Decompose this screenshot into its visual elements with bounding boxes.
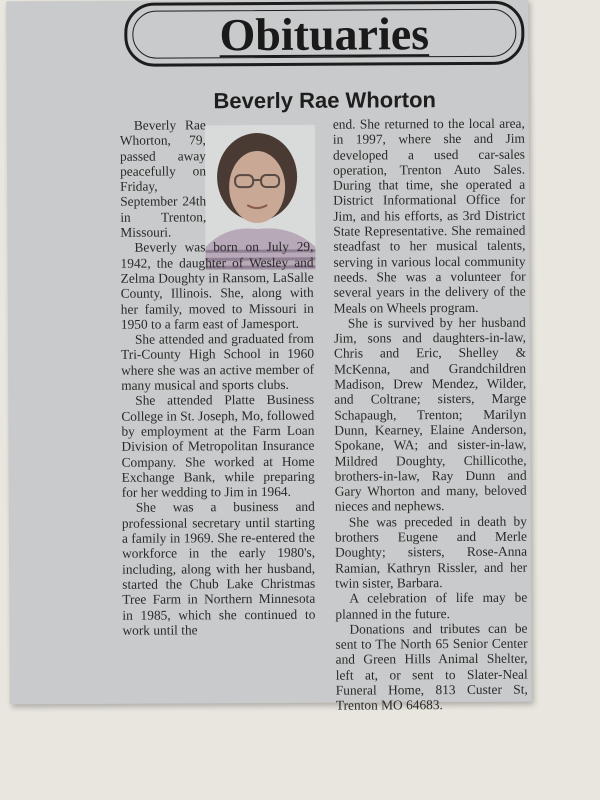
section-title: Obituaries: [219, 7, 430, 60]
paragraph: She attended Platte Business College in St. Joseph, Mo, followed by employment at the Farm Loan Division of Metropolitan Insurance Company. She worked at Home Exchange Bank, while preparing for her wedding to Jim in 1964.: [121, 392, 315, 500]
paragraph: Donations and tributes can be sent to The North 65 Senior Center and Green Hills Animal Shelter, left at, or sent to Slater-Neal Funeral Home, 813 Custer St, Trenton MO 64683.: [335, 620, 528, 713]
paragraph: Beverly was born on July 29, 1942, the daughter of Wesley and Zelma Doughty in Ransom, LaSalle County, Illinois. She, along with her family, moved to Missouri in 1950 to a farm east of Jamesport.: [120, 239, 314, 332]
newspaper-clipping: [6, 0, 532, 713]
paragraph: Beverly Rae Whorton, 79, passed away peacefully on Friday, September 24th in Trenton, Missouri.: [119, 117, 207, 240]
obituary-name: Beverly Rae Whorton: [213, 87, 436, 114]
right-column: [333, 116, 528, 714]
paragraph: She is survived by her husband Jim, sons and daughters-in-law, Chris and Eric, Shelley & McKenna, and Grandchildren Madison, Drew Mendez, Wilder, and Coltrane; sisters, Marge Schapaugh, Trenton; Marilyn Dunn, Kearney, Elaine Anderson, Spokane, WA; and sister-in-law, Mildred Doughty, Chillicothe, brothers-in-law, Ray Dunn and Gary Whorton and many, beloved nieces and nephews.: [333, 314, 527, 515]
masthead-box: [124, 1, 524, 67]
left-column: [120, 117, 316, 638]
paragraph: end. She returned to the local area, in 1997, where she and Jim developed a used car-sales operation, Trenton Auto Sales. During that time, she operated a District Informational Office for Jim, and his efforts, as 3rd District State Representative. She remained steadfast to her musical talents, serving in various local community needs. She was a volunteer for several years in the delivery of the Meals on Wheels program.: [332, 115, 526, 316]
paragraph: She attended and graduated from Tri-County High School in 1960 where she was an active member of many musical and sports clubs.: [120, 330, 315, 393]
paragraph: She was a business and professional secretary until starting a family in 1969. She re-entered the workforce in the early 1980's, including, along with her husband, started the Chub Lake Christmas Tree Farm in Northern Minnesota in 1985, which she continued to work until the: [121, 499, 316, 638]
paragraph: A celebration of life may be planned in the future.: [335, 589, 528, 622]
paragraph: She was preceded in death by brothers Eugene and Merle Doughty; sisters, Rose-Anna Ramian, Kathryn Rissler, and her twin sister, Barbara.: [334, 513, 528, 591]
